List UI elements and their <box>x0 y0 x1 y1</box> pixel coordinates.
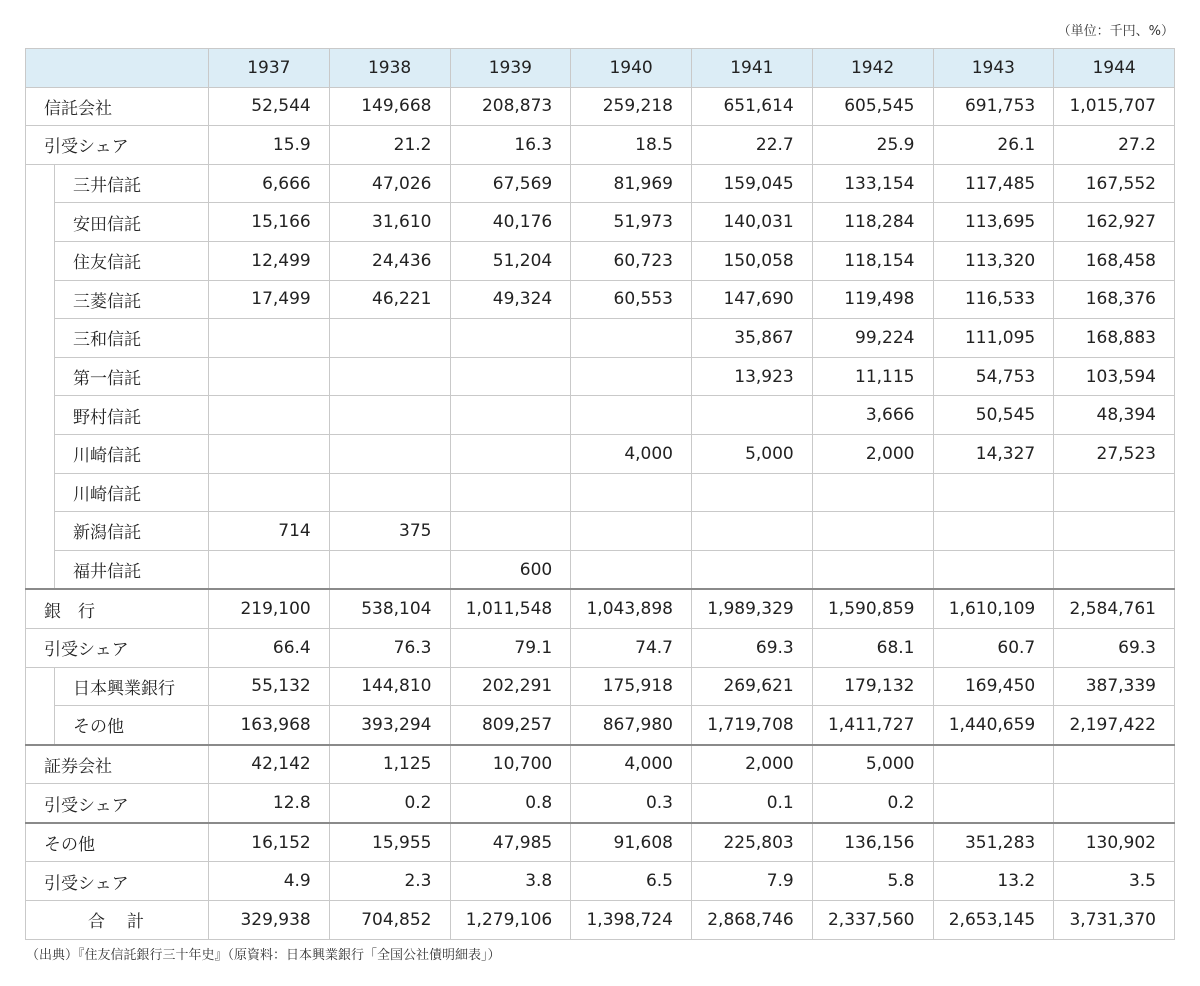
table-row <box>26 784 1175 823</box>
value-cell: 3.5 <box>1054 862 1175 901</box>
value-cell: 600 <box>450 550 571 589</box>
row-label: 新潟信託 <box>55 512 209 551</box>
value-cell: 26.1 <box>933 126 1054 165</box>
value-cell: 329,938 <box>209 901 330 940</box>
value-cell: 168,376 <box>1054 280 1175 319</box>
value-cell: 225,803 <box>692 823 813 862</box>
value-cell: 0.8 <box>450 784 571 823</box>
value-cell <box>692 550 813 589</box>
value-cell: 50,545 <box>933 396 1054 435</box>
value-cell: 66.4 <box>209 628 330 667</box>
row-label: 三菱信託 <box>55 280 209 319</box>
year-header: 1938 <box>329 49 450 88</box>
row-label: 引受シェア <box>26 126 209 165</box>
value-cell <box>1054 473 1175 512</box>
value-cell: 67,569 <box>450 164 571 203</box>
row-label: 住友信託 <box>55 241 209 280</box>
value-cell: 35,867 <box>692 319 813 358</box>
row-label: 川崎信託 <box>55 473 209 512</box>
value-cell <box>933 512 1054 551</box>
table-row <box>26 706 1175 745</box>
indent-cell <box>26 512 55 551</box>
value-cell: 867,980 <box>571 706 692 745</box>
table-row <box>26 126 1175 165</box>
value-cell: 4.9 <box>209 862 330 901</box>
value-cell: 52,544 <box>209 87 330 126</box>
value-cell <box>812 550 933 589</box>
value-cell: 140,031 <box>692 203 813 242</box>
value-cell <box>329 319 450 358</box>
table-row <box>26 87 1175 126</box>
year-header: 1942 <box>812 49 933 88</box>
value-cell: 1,011,548 <box>450 589 571 628</box>
value-cell: 51,973 <box>571 203 692 242</box>
value-cell: 179,132 <box>812 667 933 706</box>
row-label: 引受シェア <box>26 862 209 901</box>
value-cell: 4,000 <box>571 434 692 473</box>
value-cell: 60,553 <box>571 280 692 319</box>
indent-cell <box>26 319 55 358</box>
value-cell: 99,224 <box>812 319 933 358</box>
value-cell: 704,852 <box>329 901 450 940</box>
value-cell: 46,221 <box>329 280 450 319</box>
value-cell: 113,695 <box>933 203 1054 242</box>
value-cell: 651,614 <box>692 87 813 126</box>
value-cell <box>933 745 1054 784</box>
value-cell: 24,436 <box>329 241 450 280</box>
year-header: 1937 <box>209 49 330 88</box>
value-cell: 133,154 <box>812 164 933 203</box>
table-row <box>26 241 1175 280</box>
value-cell <box>812 473 933 512</box>
value-cell: 27,523 <box>1054 434 1175 473</box>
value-cell: 13.2 <box>933 862 1054 901</box>
value-cell: 7.9 <box>692 862 813 901</box>
value-cell: 2,197,422 <box>1054 706 1175 745</box>
value-cell <box>450 396 571 435</box>
value-cell: 68.1 <box>812 628 933 667</box>
total-label: 合計 <box>26 901 209 940</box>
value-cell <box>209 473 330 512</box>
value-cell: 714 <box>209 512 330 551</box>
value-cell: 42,142 <box>209 745 330 784</box>
value-cell: 0.3 <box>571 784 692 823</box>
table-row <box>26 745 1175 784</box>
value-cell: 1,719,708 <box>692 706 813 745</box>
value-cell: 14,327 <box>933 434 1054 473</box>
value-cell: 1,610,109 <box>933 589 1054 628</box>
value-cell <box>329 396 450 435</box>
row-label: 安田信託 <box>55 203 209 242</box>
header-row <box>26 49 1175 88</box>
value-cell: 22.7 <box>692 126 813 165</box>
value-cell: 113,320 <box>933 241 1054 280</box>
indent-cell <box>26 280 55 319</box>
table-row <box>26 396 1175 435</box>
value-cell: 12,499 <box>209 241 330 280</box>
value-cell <box>571 319 692 358</box>
value-cell <box>571 357 692 396</box>
value-cell <box>450 434 571 473</box>
value-cell: 162,927 <box>1054 203 1175 242</box>
value-cell: 387,339 <box>1054 667 1175 706</box>
value-cell: 202,291 <box>450 667 571 706</box>
value-cell <box>933 550 1054 589</box>
value-cell <box>209 550 330 589</box>
value-cell: 15.9 <box>209 126 330 165</box>
indent-cell <box>26 164 55 203</box>
value-cell: 10,700 <box>450 745 571 784</box>
value-cell: 809,257 <box>450 706 571 745</box>
value-cell: 47,985 <box>450 823 571 862</box>
table-row <box>26 164 1175 203</box>
value-cell <box>329 550 450 589</box>
indent-cell <box>26 203 55 242</box>
value-cell: 54,753 <box>933 357 1054 396</box>
value-cell: 13,923 <box>692 357 813 396</box>
value-cell: 48,394 <box>1054 396 1175 435</box>
indent-cell <box>26 550 55 589</box>
value-cell: 69.3 <box>1054 628 1175 667</box>
value-cell <box>1054 512 1175 551</box>
table-row <box>26 280 1175 319</box>
value-cell <box>692 473 813 512</box>
value-cell: 81,969 <box>571 164 692 203</box>
value-cell: 2,000 <box>692 745 813 784</box>
value-cell <box>329 473 450 512</box>
value-cell: 3.8 <box>450 862 571 901</box>
value-cell: 1,279,106 <box>450 901 571 940</box>
value-cell: 169,450 <box>933 667 1054 706</box>
table-row <box>26 473 1175 512</box>
value-cell <box>450 357 571 396</box>
value-cell: 118,284 <box>812 203 933 242</box>
table-body <box>26 87 1175 939</box>
value-cell: 269,621 <box>692 667 813 706</box>
value-cell: 168,883 <box>1054 319 1175 358</box>
value-cell: 6,666 <box>209 164 330 203</box>
indent-cell <box>26 357 55 396</box>
value-cell: 149,668 <box>329 87 450 126</box>
value-cell: 1,411,727 <box>812 706 933 745</box>
value-cell: 79.1 <box>450 628 571 667</box>
value-cell <box>692 396 813 435</box>
value-cell: 167,552 <box>1054 164 1175 203</box>
value-cell: 175,918 <box>571 667 692 706</box>
row-label: 三和信託 <box>55 319 209 358</box>
value-cell: 15,166 <box>209 203 330 242</box>
value-cell: 12.8 <box>209 784 330 823</box>
year-header: 1943 <box>933 49 1054 88</box>
indent-cell <box>26 667 55 706</box>
value-cell: 147,690 <box>692 280 813 319</box>
row-label: 信託会社 <box>26 87 209 126</box>
value-cell <box>1054 745 1175 784</box>
value-cell: 375 <box>329 512 450 551</box>
value-cell: 150,058 <box>692 241 813 280</box>
value-cell <box>692 512 813 551</box>
table-row <box>26 589 1175 628</box>
source-note: （出典）『住友信託銀行三十年史』（原資料：日本興業銀行「全国公社債明細表」） <box>26 948 501 963</box>
value-cell: 103,594 <box>1054 357 1175 396</box>
table-row <box>26 667 1175 706</box>
value-cell: 3,666 <box>812 396 933 435</box>
value-cell: 69.3 <box>692 628 813 667</box>
value-cell: 2,868,746 <box>692 901 813 940</box>
value-cell: 16,152 <box>209 823 330 862</box>
value-cell: 144,810 <box>329 667 450 706</box>
value-cell: 116,533 <box>933 280 1054 319</box>
value-cell <box>571 512 692 551</box>
value-cell <box>1054 784 1175 823</box>
value-cell: 2,653,145 <box>933 901 1054 940</box>
value-cell <box>933 784 1054 823</box>
value-cell <box>571 473 692 512</box>
value-cell: 159,045 <box>692 164 813 203</box>
value-cell: 259,218 <box>571 87 692 126</box>
row-label: その他 <box>55 706 209 745</box>
row-label: 引受シェア <box>26 628 209 667</box>
value-cell: 25.9 <box>812 126 933 165</box>
row-label: 証券会社 <box>26 745 209 784</box>
year-header: 1941 <box>692 49 813 88</box>
table-row <box>26 357 1175 396</box>
value-cell: 49,324 <box>450 280 571 319</box>
value-cell: 0.2 <box>812 784 933 823</box>
value-cell: 17,499 <box>209 280 330 319</box>
underwriting-table <box>25 48 1175 940</box>
value-cell <box>329 434 450 473</box>
value-cell: 393,294 <box>329 706 450 745</box>
value-cell: 60.7 <box>933 628 1054 667</box>
value-cell: 0.1 <box>692 784 813 823</box>
table-row <box>26 628 1175 667</box>
value-cell: 2,000 <box>812 434 933 473</box>
value-cell: 1,398,724 <box>571 901 692 940</box>
value-cell <box>571 550 692 589</box>
value-cell: 40,176 <box>450 203 571 242</box>
value-cell: 538,104 <box>329 589 450 628</box>
value-cell: 1,440,659 <box>933 706 1054 745</box>
value-cell: 351,283 <box>933 823 1054 862</box>
value-cell: 605,545 <box>812 87 933 126</box>
row-label: その他 <box>26 823 209 862</box>
value-cell <box>450 319 571 358</box>
table-row <box>26 319 1175 358</box>
value-cell: 119,498 <box>812 280 933 319</box>
value-cell: 5,000 <box>692 434 813 473</box>
row-label: 日本興業銀行 <box>55 667 209 706</box>
indent-cell <box>26 473 55 512</box>
value-cell <box>209 357 330 396</box>
table-row <box>26 862 1175 901</box>
table-row <box>26 434 1175 473</box>
table-row <box>26 823 1175 862</box>
value-cell: 3,731,370 <box>1054 901 1175 940</box>
row-label: 第一信託 <box>55 357 209 396</box>
value-cell: 219,100 <box>209 589 330 628</box>
value-cell <box>450 512 571 551</box>
year-header: 1944 <box>1054 49 1175 88</box>
row-label: 銀 行 <box>26 589 209 628</box>
indent-cell <box>26 706 55 745</box>
row-label: 三井信託 <box>55 164 209 203</box>
value-cell: 15,955 <box>329 823 450 862</box>
indent-cell <box>26 396 55 435</box>
value-cell: 51,204 <box>450 241 571 280</box>
value-cell: 118,154 <box>812 241 933 280</box>
indent-cell <box>26 241 55 280</box>
value-cell: 1,015,707 <box>1054 87 1175 126</box>
value-cell: 111,095 <box>933 319 1054 358</box>
value-cell <box>209 434 330 473</box>
value-cell: 5.8 <box>812 862 933 901</box>
value-cell <box>1054 550 1175 589</box>
header-corner <box>26 49 209 88</box>
value-cell: 31,610 <box>329 203 450 242</box>
value-cell: 691,753 <box>933 87 1054 126</box>
value-cell: 168,458 <box>1054 241 1175 280</box>
value-cell: 1,590,859 <box>812 589 933 628</box>
table-row <box>26 550 1175 589</box>
table-row <box>26 901 1175 940</box>
value-cell: 208,873 <box>450 87 571 126</box>
value-cell: 117,485 <box>933 164 1054 203</box>
value-cell <box>450 473 571 512</box>
value-cell: 6.5 <box>571 862 692 901</box>
value-cell: 91,608 <box>571 823 692 862</box>
year-header: 1940 <box>571 49 692 88</box>
value-cell: 2,584,761 <box>1054 589 1175 628</box>
value-cell: 0.2 <box>329 784 450 823</box>
value-cell: 21.2 <box>329 126 450 165</box>
value-cell: 74.7 <box>571 628 692 667</box>
value-cell <box>812 512 933 551</box>
value-cell: 1,043,898 <box>571 589 692 628</box>
value-cell: 27.2 <box>1054 126 1175 165</box>
value-cell: 1,989,329 <box>692 589 813 628</box>
value-cell: 18.5 <box>571 126 692 165</box>
unit-note: （単位：千円、%） <box>1057 24 1174 39</box>
value-cell: 1,125 <box>329 745 450 784</box>
value-cell: 5,000 <box>812 745 933 784</box>
value-cell: 163,968 <box>209 706 330 745</box>
year-header: 1939 <box>450 49 571 88</box>
table-row <box>26 203 1175 242</box>
value-cell <box>933 473 1054 512</box>
value-cell: 2,337,560 <box>812 901 933 940</box>
value-cell: 4,000 <box>571 745 692 784</box>
value-cell: 16.3 <box>450 126 571 165</box>
value-cell <box>571 396 692 435</box>
table-row <box>26 512 1175 551</box>
indent-cell <box>26 434 55 473</box>
row-label: 福井信託 <box>55 550 209 589</box>
row-label: 野村信託 <box>55 396 209 435</box>
value-cell: 60,723 <box>571 241 692 280</box>
row-label: 川崎信託 <box>55 434 209 473</box>
value-cell <box>329 357 450 396</box>
value-cell: 47,026 <box>329 164 450 203</box>
value-cell: 130,902 <box>1054 823 1175 862</box>
value-cell: 136,156 <box>812 823 933 862</box>
value-cell: 2.3 <box>329 862 450 901</box>
row-label: 引受シェア <box>26 784 209 823</box>
value-cell: 76.3 <box>329 628 450 667</box>
value-cell: 55,132 <box>209 667 330 706</box>
value-cell: 11,115 <box>812 357 933 396</box>
value-cell <box>209 319 330 358</box>
value-cell <box>209 396 330 435</box>
